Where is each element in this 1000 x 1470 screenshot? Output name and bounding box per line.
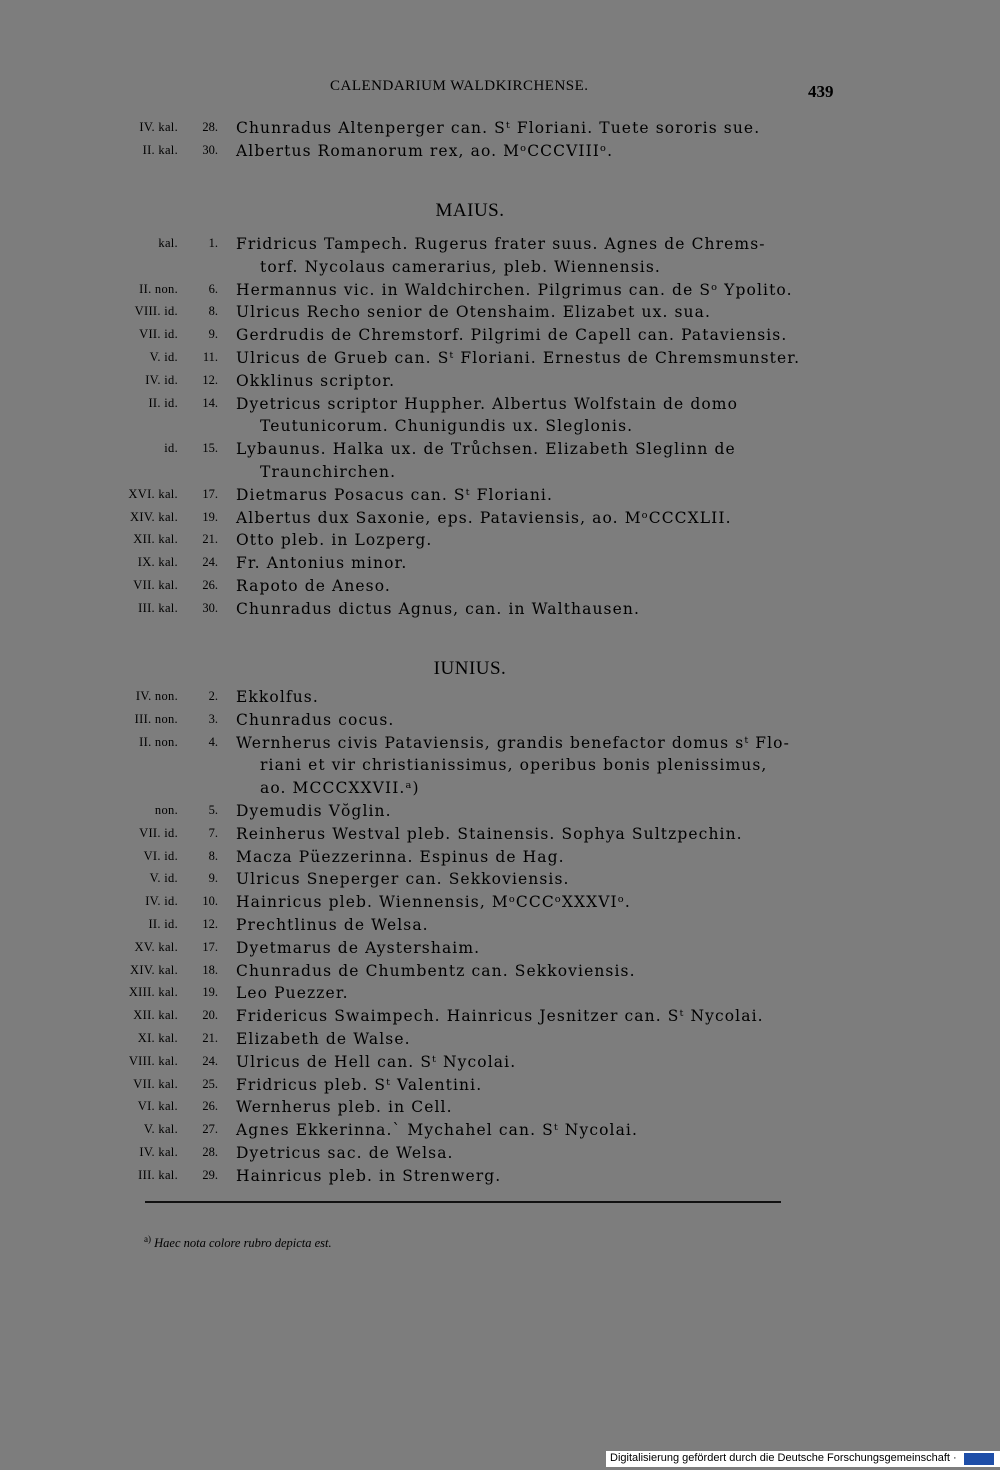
entry-line: Chunradus cocus. xyxy=(236,710,395,729)
calendar-entry xyxy=(0,800,1000,823)
entry-text xyxy=(236,347,836,370)
entry-date: IX. kal. xyxy=(137,555,178,570)
entry-day: 19. xyxy=(202,985,218,1000)
entry-day: 30. xyxy=(202,600,218,615)
entry-date: II. kal. xyxy=(142,142,178,157)
iunius-entries xyxy=(0,686,1000,1188)
entry-date: id. xyxy=(164,441,178,456)
entry-day: 30. xyxy=(202,142,218,157)
entry-line: Wernherus pleb. in Cell. xyxy=(236,1098,453,1117)
entry-text xyxy=(236,868,836,891)
entry-day: 4. xyxy=(208,734,218,749)
entry-day: 11. xyxy=(202,349,218,364)
footnote-marker: a) xyxy=(144,1234,151,1244)
entry-day: 17. xyxy=(202,486,218,501)
entry-line: Reinherus Westval pleb. Stainensis. Sophya Sultzpechin. xyxy=(236,824,743,843)
entry-date: IV. id. xyxy=(145,894,178,909)
maius-entries xyxy=(0,233,1000,621)
entry-date: II. non. xyxy=(139,281,178,296)
entry-date: XIV. kal. xyxy=(130,962,178,977)
entry-day: 12. xyxy=(202,916,218,931)
entry-text xyxy=(236,686,836,709)
calendar-entry xyxy=(0,140,1000,163)
calendar-entry xyxy=(0,1142,1000,1165)
entry-date: XV. kal. xyxy=(134,939,178,954)
entry-text xyxy=(236,575,836,598)
calendar-entry xyxy=(0,370,1000,393)
calendar-entry xyxy=(0,324,1000,347)
entry-line: Fridricus pleb. Sᵗ Valentini. xyxy=(236,1075,483,1094)
entry-text xyxy=(236,529,836,552)
entry-text xyxy=(236,1142,836,1165)
entry-text xyxy=(236,140,836,163)
entry-line: Prechtlinus de Welsa. xyxy=(236,915,429,934)
calendar-entry xyxy=(0,233,1000,279)
footnote-rule xyxy=(145,1201,781,1203)
entry-text xyxy=(236,823,836,846)
entry-date: VII. kal. xyxy=(133,577,178,592)
calendar-entry xyxy=(0,846,1000,869)
entry-line: Otto pleb. in Lozperg. xyxy=(236,531,433,550)
calendar-entry xyxy=(0,438,1000,484)
entry-day: 8. xyxy=(208,848,218,863)
entry-line: Agnes Ekkerinna.` Mychahel can. Sᵗ Nycolai. xyxy=(236,1121,639,1140)
entry-day: 28. xyxy=(202,120,218,134)
entry-day: 26. xyxy=(202,1099,218,1114)
entry-line: Albertus Romanorum rex, ao. MᵒCCCVIIIᵒ. xyxy=(236,141,614,160)
entry-line: Chunradus Altenperger can. Sᵗ Floriani. Tuete sororis sue. xyxy=(236,119,761,137)
calendar-entry xyxy=(0,686,1000,709)
calendar-entry xyxy=(0,868,1000,891)
calendar-entry xyxy=(0,1074,1000,1097)
entry-date: V. kal. xyxy=(143,1122,178,1137)
calendar-entry xyxy=(0,279,1000,302)
entry-line: Dyetmarus de Aystershaim. xyxy=(236,938,481,957)
calendar-entry xyxy=(0,301,1000,324)
entry-line: Chunradus de Chumbentz can. Sekkoviensis. xyxy=(236,961,636,980)
entry-date: II. id. xyxy=(148,916,178,931)
entry-text xyxy=(236,507,836,530)
entry-day: 28. xyxy=(202,1144,218,1159)
digitization-banner xyxy=(606,1451,1000,1467)
entry-date: VII. kal. xyxy=(133,1076,178,1091)
entry-text xyxy=(236,732,836,800)
entry-date: IV. non. xyxy=(135,689,178,703)
entry-date: IV. kal. xyxy=(139,120,178,134)
entry-date: XII. kal. xyxy=(133,532,178,547)
running-head xyxy=(0,78,1000,102)
entry-line: Fr. Antonius minor. xyxy=(236,554,408,573)
entry-line: Dyemudis Vŏglin. xyxy=(236,801,392,820)
calendar-entry xyxy=(0,709,1000,732)
footnote xyxy=(144,1234,332,1251)
entry-day: 24. xyxy=(202,555,218,570)
calendar-entry xyxy=(0,1051,1000,1074)
entry-date: III. kal. xyxy=(138,600,178,615)
entry-text xyxy=(236,1165,836,1188)
calendar-entry xyxy=(0,1028,1000,1051)
section-heading-iunius: IUNIUS. xyxy=(433,658,507,679)
entry-date: XIII. kal. xyxy=(128,985,178,1000)
entry-date: XI. kal. xyxy=(137,1030,178,1045)
entry-line: Fridericus Swaimpech. Hainricus Jesnitzer can. Sᵗ Nycolai. xyxy=(236,1007,764,1026)
entry-day: 25. xyxy=(202,1076,218,1091)
entry-day: 27. xyxy=(202,1122,218,1137)
entry-text xyxy=(236,370,836,393)
page-number: 439 xyxy=(808,82,834,101)
entry-date: V. id. xyxy=(149,871,178,886)
entry-day: 26. xyxy=(202,577,218,592)
entry-line: Dyetricus scriptor Huppher. Albertus Wolfstain de domo xyxy=(236,394,739,413)
entry-day: 21. xyxy=(202,532,218,547)
calendar-entry xyxy=(0,823,1000,846)
entry-line: Hainricus pleb. Wiennensis, MᵒCCCᵒXXXVIᵒ. xyxy=(236,893,631,912)
entry-line: torf. Nycolaus camerarius, pleb. Wiennensis. xyxy=(260,257,661,276)
entry-line: Chunradus dictus Agnus, can. in Walthausen. xyxy=(236,599,640,618)
entry-date: kal. xyxy=(158,236,178,250)
entry-line: ao. MCCCXXVII.ᵃ) xyxy=(260,779,420,798)
entry-line: Wernherus civis Pataviensis, grandis benefactor domus sᵗ Flo- xyxy=(236,733,790,752)
entry-day: 29. xyxy=(202,1167,218,1182)
entry-date: VII. id. xyxy=(139,327,178,342)
entry-text xyxy=(236,937,836,960)
calendar-entry xyxy=(0,732,1000,800)
entry-text xyxy=(236,709,836,732)
calendar-entry xyxy=(0,1005,1000,1028)
calendar-entry xyxy=(0,575,1000,598)
entry-date: III. non. xyxy=(134,711,178,726)
entry-date: IV. id. xyxy=(145,372,178,387)
entry-text xyxy=(236,279,836,302)
calendar-entry xyxy=(0,1165,1000,1188)
entry-date: V. id. xyxy=(149,349,178,364)
calendar-entry xyxy=(0,1096,1000,1119)
entry-day: 20. xyxy=(202,1008,218,1023)
entry-date: non. xyxy=(154,802,178,817)
entry-date: VI. id. xyxy=(143,848,178,863)
entry-text xyxy=(236,1051,836,1074)
entry-line: Leo Puezzer. xyxy=(236,984,349,1003)
calendar-entry xyxy=(0,598,1000,621)
entry-day: 3. xyxy=(208,711,218,726)
entry-line: Ulricus de Hell can. Sᵗ Nycolai. xyxy=(236,1052,517,1071)
entry-text xyxy=(236,982,836,1005)
calendar-entry xyxy=(0,891,1000,914)
entry-date: II. non. xyxy=(139,734,178,749)
entry-text xyxy=(236,800,836,823)
entry-text xyxy=(236,1096,836,1119)
entry-line: Ulricus de Grueb can. Sᵗ Floriani. Ernestus de Chremsmunster. xyxy=(236,348,801,367)
entry-date: III. kal. xyxy=(138,1167,178,1182)
calendar-entry xyxy=(0,982,1000,1005)
entry-line: Hermannus vic. in Waldchirchen. Pilgrimus can. de Sᵒ Ypolito. xyxy=(236,280,793,299)
entry-day: 15. xyxy=(202,441,218,456)
section-heading-maius: MAIUS. xyxy=(435,200,505,221)
entry-day: 8. xyxy=(208,304,218,319)
calendar-entry xyxy=(0,937,1000,960)
entry-date: XVI. kal. xyxy=(128,486,178,501)
calendar-entry xyxy=(0,552,1000,575)
calendar-entry xyxy=(0,1119,1000,1142)
entry-day: 1. xyxy=(208,236,218,250)
entry-day: 14. xyxy=(202,395,218,410)
entry-line: Elizabeth de Walse. xyxy=(236,1029,411,1048)
entry-day: 9. xyxy=(208,327,218,342)
entry-line: Dyetricus sac. de Welsa. xyxy=(236,1143,454,1162)
entry-line: Lybaunus. Halka ux. de Trůchsen. Elizabeth Sleglinn de xyxy=(236,440,736,459)
entry-line: riani et vir christianissimus, operibus bonis plenissimus, xyxy=(260,756,768,775)
footnote-text: Haec nota colore rubro depicta est. xyxy=(154,1236,332,1251)
entry-date: VII. id. xyxy=(139,825,178,840)
entry-text xyxy=(236,301,836,324)
entry-line: Ulricus Sneperger can. Sekkoviensis. xyxy=(236,870,570,889)
entry-text xyxy=(236,552,836,575)
entry-day: 6. xyxy=(208,281,218,296)
entry-date: VIII. kal. xyxy=(128,1053,178,1068)
calendar-entry xyxy=(0,117,1000,140)
entry-day: 24. xyxy=(202,1053,218,1068)
entry-line: Hainricus pleb. in Strenwerg. xyxy=(236,1166,502,1185)
entry-line: Macza Püezzerinna. Espinus de Hag. xyxy=(236,847,565,866)
entry-text xyxy=(236,117,836,140)
entry-line: Rapoto de Aneso. xyxy=(236,576,391,595)
entry-text xyxy=(236,960,836,983)
entry-line: Gerdrudis de Chremstorf. Pilgrimi de Capell can. Pataviensis. xyxy=(236,326,788,345)
entry-text xyxy=(236,1005,836,1028)
entry-line: Ulricus Recho senior de Otenshaim. Elizabet ux. sua. xyxy=(236,303,712,322)
entry-line: Teutunicorum. Chunigundis ux. Sleglonis. xyxy=(260,417,634,436)
entry-text xyxy=(236,393,836,439)
april-tail-entries xyxy=(0,117,1000,163)
entry-text xyxy=(236,891,836,914)
entry-day: 10. xyxy=(202,894,218,909)
digitization-credit: Digitalisierung gefördert durch die Deutsche Forschungsgemeinschaft · xyxy=(610,1452,957,1464)
entry-line: Albertus dux Saxonie, eps. Pataviensis, ao. MᵒCCCXLII. xyxy=(236,508,732,527)
entry-text xyxy=(236,1028,836,1051)
entry-date: XII. kal. xyxy=(133,1008,178,1023)
entry-date: IV. kal. xyxy=(139,1144,178,1159)
entry-date: II. id. xyxy=(148,395,178,410)
entry-date: VI. kal. xyxy=(137,1099,178,1114)
calendar-entry xyxy=(0,393,1000,439)
entry-line: Fridricus Tampech. Rugerus frater suus. Agnes de Chrems- xyxy=(236,235,766,253)
entry-line: Ekkolfus. xyxy=(236,688,319,706)
calendar-entry xyxy=(0,529,1000,552)
calendar-entry xyxy=(0,914,1000,937)
entry-text xyxy=(236,1074,836,1097)
entry-day: 7. xyxy=(208,825,218,840)
entry-date: XIV. kal. xyxy=(130,509,178,524)
entry-day: 18. xyxy=(202,962,218,977)
entry-text xyxy=(236,846,836,869)
entry-text xyxy=(236,914,836,937)
calendar-entry xyxy=(0,347,1000,370)
entry-text xyxy=(236,438,836,484)
entry-line: Dietmarus Posacus can. Sᵗ Floriani. xyxy=(236,485,554,504)
entry-date: VIII. id. xyxy=(134,304,178,319)
entry-line: Traunchirchen. xyxy=(260,462,397,481)
entry-day: 12. xyxy=(202,372,218,387)
calendar-entry xyxy=(0,960,1000,983)
entry-text xyxy=(236,484,836,507)
entry-day: 9. xyxy=(208,871,218,886)
entry-day: 19. xyxy=(202,509,218,524)
running-title: CALENDARIUM WALDKIRCHENSE. xyxy=(330,78,589,94)
entry-day: 5. xyxy=(208,802,218,817)
entry-text xyxy=(236,233,836,279)
entry-day: 2. xyxy=(208,689,218,703)
calendar-entry xyxy=(0,507,1000,530)
entry-day: 21. xyxy=(202,1030,218,1045)
entry-day: 17. xyxy=(202,939,218,954)
dfg-logo-icon xyxy=(964,1453,994,1465)
calendar-entry xyxy=(0,484,1000,507)
entry-line: Okklinus scriptor. xyxy=(236,371,396,390)
entry-text xyxy=(236,1119,836,1142)
entry-text xyxy=(236,598,836,621)
entry-text xyxy=(236,324,836,347)
